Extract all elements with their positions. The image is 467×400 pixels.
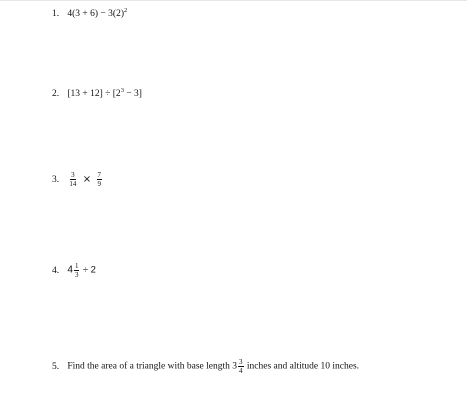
problem-number: 5.: [52, 361, 60, 372]
problem-5: [52, 358, 359, 375]
fraction-numerator: 3: [71, 171, 75, 179]
fraction-numerator: 1: [74, 262, 79, 270]
problem-1: [52, 8, 127, 20]
problem-text: Find the area of a triangle with base length 3: [67, 361, 238, 372]
page-top-rule: [0, 0, 467, 1]
problem-expression-end: ÷ 2: [82, 264, 96, 276]
exponent: 2: [124, 7, 128, 14]
fraction: [238, 358, 244, 375]
problem-expression: [13 + 12] ÷ [2: [67, 89, 121, 99]
fraction-numerator: 3: [239, 358, 243, 366]
exponent: 3: [120, 87, 124, 94]
fraction: [68, 171, 77, 188]
mixed-number-whole: 4: [67, 264, 73, 276]
multiply-operator: ×: [82, 173, 92, 185]
fraction-denominator: 3: [74, 271, 79, 279]
problem-4: [52, 262, 96, 279]
problem-expression-end: − 3]: [123, 89, 142, 99]
problem-2: [52, 88, 142, 100]
fraction: [97, 171, 103, 188]
problem-text-end: inches and altitude 10 inches.: [244, 361, 360, 372]
problem-number: 4.: [52, 265, 60, 276]
fraction: [74, 262, 80, 279]
problem-number: 1.: [52, 9, 60, 19]
problem-3: [52, 171, 103, 188]
fraction-numerator: 7: [97, 171, 102, 179]
fraction-denominator: 9: [97, 180, 102, 188]
fraction-denominator: 14: [69, 180, 77, 188]
fraction-denominator: 4: [239, 367, 243, 375]
problem-number: 3.: [52, 174, 60, 185]
problem-number: 2.: [52, 89, 60, 99]
problem-expression: 4(3 + 6) − 3(2): [67, 9, 124, 19]
